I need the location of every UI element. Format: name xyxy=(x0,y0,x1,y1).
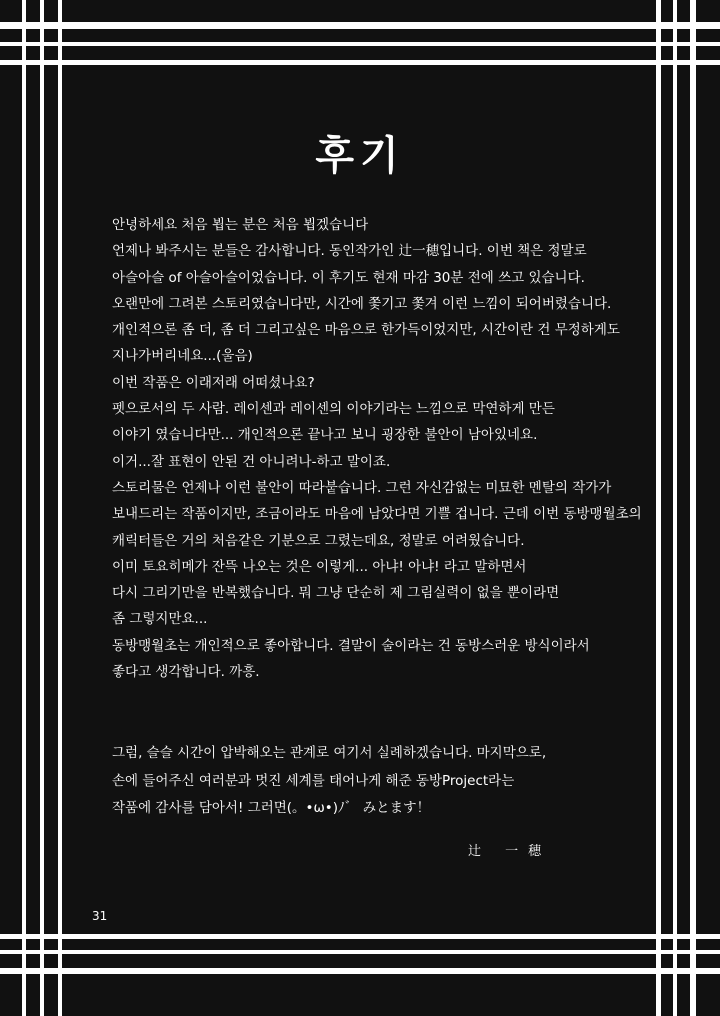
body-line: 좀 그렇지만요... xyxy=(112,611,208,628)
body-line: 언제나 봐주시는 분들은 감사합니다. 동인작가인 辻一穂입니다. 이번 책은 정말로 xyxy=(112,243,587,260)
body-line: 스토리물은 언제나 이런 불안이 따라붙습니다. 그런 자신감없는 미묘한 멘탈의 작가가 xyxy=(112,479,612,496)
closing-line: 작품에 감사를 담아서! 그러면(。•ω•)ﾉ゛ みとます！ xyxy=(112,800,431,816)
body-line: 이거...잘 표현이 안된 건 아니려나-하고 말이죠. xyxy=(112,453,391,470)
body-line: 동방맹월초는 개인적으로 좋아합니다. 결말이 술이라는 건 동방스러운 방식이라서 xyxy=(112,637,590,654)
frame-line-bottom-2 xyxy=(0,950,720,954)
body-line: 좋다고 생각합니다. 까흥. xyxy=(112,664,260,681)
page-title: 후기 xyxy=(315,133,405,179)
body-line: 이야기 였습니다만... 개인적으론 끝나고 보니 굉장한 불안이 남아있네요. xyxy=(112,427,538,444)
frame-line-top-3 xyxy=(0,60,720,65)
afterword-closing xyxy=(112,740,672,823)
body-line: 오랜만에 그려본 스토리였습니다만, 시간에 쫓기고 쫓겨 이런 느낌이 되어버렸습니다. xyxy=(112,295,612,312)
frame-line-top-2 xyxy=(0,42,720,46)
body-line: 보내드리는 작품이지만, 조금이라도 마음에 남았다면 기쁠 겁니다. 근데 이번 동방맹월초의 xyxy=(112,506,642,523)
closing-line: 그럼, 슬슬 시간이 압박해오는 관계로 여기서 실례하겠습니다. 마지막으로, xyxy=(112,745,547,761)
frame-line-bottom-3 xyxy=(0,968,720,974)
body-line: 안녕하세요 처음 뵙는 분은 처음 뵙겠습니다 xyxy=(112,217,369,233)
page-number: 31 xyxy=(92,909,108,923)
frame-line-bottom-1 xyxy=(0,934,720,939)
afterword-body xyxy=(112,212,672,685)
body-line: 캐릭터들은 거의 처음같은 기분으로 그렸는데요, 정말로 어려웠습니다. xyxy=(112,532,525,549)
closing-line: 손에 들어주신 여러분과 멋진 세계를 태어나게 해준 동방Project라는 xyxy=(112,772,515,789)
body-line: 다시 그리기만을 반복했습니다. 뭐 그냥 단순히 제 그림실력이 없을 뿐이라면 xyxy=(112,585,560,602)
body-line: 아슬아슬 of 아슬아슬이었습니다. 이 후기도 현재 마감 30분 전에 쓰고 있습니다. xyxy=(112,269,585,286)
author-signature: 辻 一穂 xyxy=(468,844,552,859)
body-line: 개인적으론 좀 더, 좀 더 그리고싶은 마음으로 한가득이었지만, 시간이란 건 무정하게도 xyxy=(112,322,620,339)
body-line: 펫으로서의 두 사람. 레이센과 레이센의 이야기라는 느낌으로 막연하게 만든 xyxy=(112,401,555,418)
body-line: 이미 토요히메가 잔뜩 나오는 것은 이렇게... 아냐! 아냐! 라고 말하면서 xyxy=(112,558,527,575)
body-line: 지나가버리네요...(울음) xyxy=(112,348,253,365)
frame-line-top-1 xyxy=(0,22,720,29)
body-line: 이번 작품은 이래저래 어떠셨나요? xyxy=(112,374,315,391)
